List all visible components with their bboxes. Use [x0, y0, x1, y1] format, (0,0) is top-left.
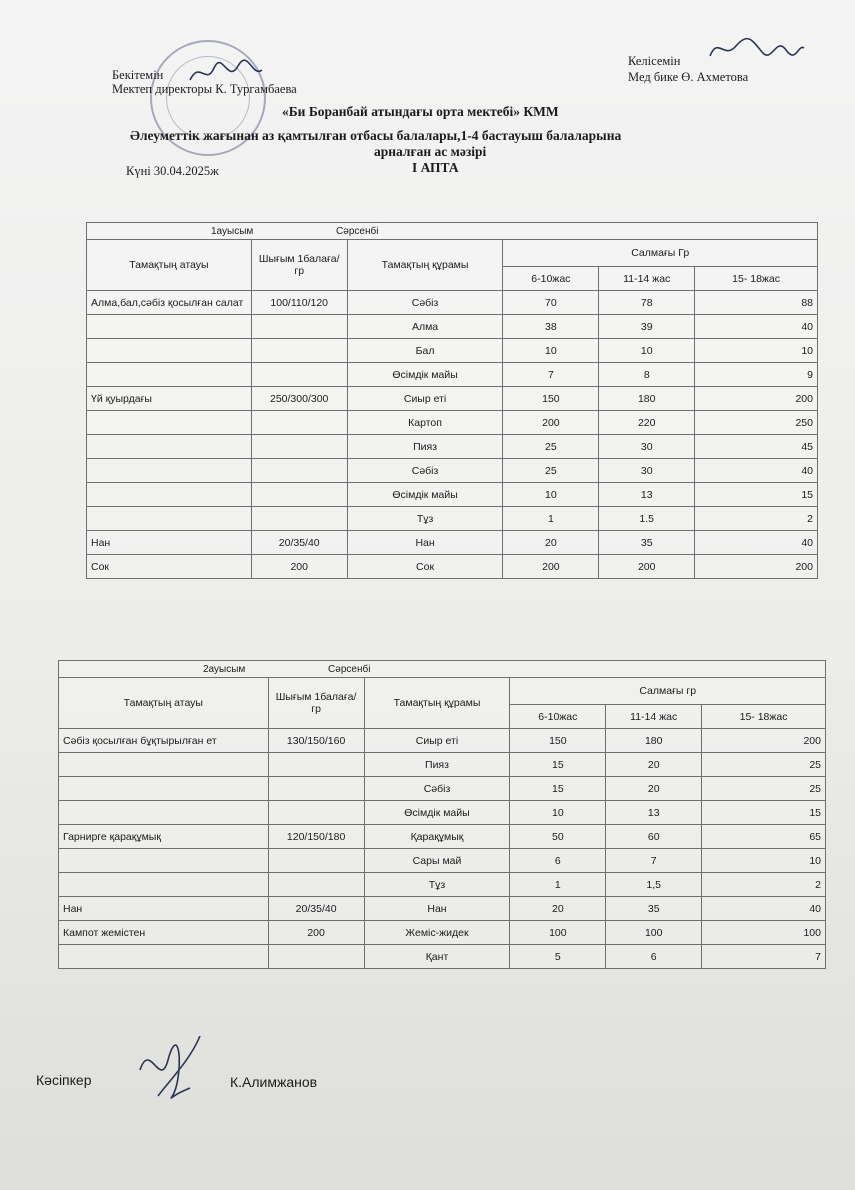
weight-age1-cell: 50	[510, 825, 606, 849]
output-cell	[251, 483, 347, 507]
dish-cell	[59, 753, 269, 777]
shift1-label: 1ауысым	[211, 225, 254, 237]
output-cell: 130/150/160	[268, 729, 364, 753]
table-row	[59, 897, 826, 921]
ingredient-cell: Қант	[364, 945, 510, 969]
weight-age2-cell: 200	[599, 555, 695, 579]
weight-age2-cell: 39	[599, 315, 695, 339]
footer-role: Кәсіпкер	[36, 1072, 92, 1088]
weight-age2-cell: 1,5	[606, 873, 702, 897]
weight-age1-cell: 10	[503, 483, 599, 507]
dish-cell	[87, 315, 252, 339]
weight-age2-cell: 60	[606, 825, 702, 849]
weight-age3-cell: 10	[702, 849, 826, 873]
weight-age3-cell: 25	[702, 777, 826, 801]
weight-age2-cell: 180	[606, 729, 702, 753]
output-cell	[268, 873, 364, 897]
weight-age1-cell: 15	[510, 777, 606, 801]
weight-age2-cell: 13	[606, 801, 702, 825]
shift2-day-row	[59, 661, 826, 678]
school-name: «Би Боранбай атындағы орта мектебі» КММ	[282, 104, 559, 119]
ingredient-cell: Өсімдік майы	[347, 363, 503, 387]
table-row	[87, 363, 818, 387]
weight-age2-cell: 20	[606, 777, 702, 801]
weight-age2-cell: 220	[599, 411, 695, 435]
output-cell: 200	[251, 555, 347, 579]
dish-cell	[59, 873, 269, 897]
ingredient-cell: Бал	[347, 339, 503, 363]
weight-age2-cell: 78	[599, 291, 695, 315]
weight-age2-cell: 100	[606, 921, 702, 945]
output-cell	[251, 363, 347, 387]
output-cell	[268, 945, 364, 969]
table-row	[87, 483, 818, 507]
dish-cell	[59, 945, 269, 969]
table-row	[59, 921, 826, 945]
ingredient-cell: Сәбіз	[347, 459, 503, 483]
dish-cell	[87, 483, 252, 507]
ingredient-cell: Пияз	[347, 435, 503, 459]
output-cell: 250/300/300	[251, 387, 347, 411]
col-output-header: Шығым 1балаға/гр	[251, 240, 347, 291]
menu-date: Күні 30.04.2025ж	[126, 164, 219, 178]
weight-age1-cell: 200	[503, 555, 599, 579]
director-signature	[186, 56, 266, 92]
weight-age1-cell: 7	[503, 363, 599, 387]
weight-age2-cell: 6	[606, 945, 702, 969]
dish-cell: Гарнирге қарақұмық	[59, 825, 269, 849]
output-cell: 20/35/40	[268, 897, 364, 921]
weight-age1-cell: 25	[503, 435, 599, 459]
weight-age2-cell: 1.5	[599, 507, 695, 531]
col-age2-header: 11-14 жас	[599, 267, 695, 291]
table-row	[87, 507, 818, 531]
table-row	[87, 555, 818, 579]
ingredient-cell: Қарақұмық	[364, 825, 510, 849]
menu-table-shift2	[58, 660, 826, 969]
table-row	[59, 753, 826, 777]
weight-age2-cell: 35	[606, 897, 702, 921]
weight-age1-cell: 5	[510, 945, 606, 969]
entrepreneur-signature	[130, 1030, 220, 1102]
weight-age3-cell: 40	[695, 315, 818, 339]
table-row	[59, 849, 826, 873]
weight-age1-cell: 70	[503, 291, 599, 315]
weight-age2-cell: 10	[599, 339, 695, 363]
weight-age1-cell: 100	[510, 921, 606, 945]
weight-age1-cell: 200	[503, 411, 599, 435]
weight-age3-cell: 40	[695, 459, 818, 483]
menu-title-line1: Әлеуметтік жағынан аз қамтылған отбасы балалары,1-4 бастауыш балаларына	[130, 128, 622, 143]
output-cell	[251, 435, 347, 459]
dish-cell	[59, 777, 269, 801]
table-row	[59, 825, 826, 849]
dish-cell: Нан	[87, 531, 252, 555]
dish-cell	[87, 363, 252, 387]
dish-cell	[87, 435, 252, 459]
col-weight-header: Салмағы гр	[510, 678, 826, 705]
col-dish-header: Тамақтың атауы	[59, 678, 269, 729]
weight-age1-cell: 150	[510, 729, 606, 753]
weight-age3-cell: 200	[702, 729, 826, 753]
ingredient-cell: Сары май	[364, 849, 510, 873]
ingredient-cell: Сиыр еті	[364, 729, 510, 753]
weight-age1-cell: 20	[503, 531, 599, 555]
col-age2-header: 11-14 жас	[606, 705, 702, 729]
ingredient-cell: Жеміс-жидек	[364, 921, 510, 945]
weight-age3-cell: 9	[695, 363, 818, 387]
ingredient-cell: Сиыр еті	[347, 387, 503, 411]
weight-age2-cell: 180	[599, 387, 695, 411]
table-row	[59, 873, 826, 897]
col-composition-header: Тамақтың құрамы	[347, 240, 503, 291]
dish-cell: Үй қуырдағы	[87, 387, 252, 411]
output-cell	[268, 753, 364, 777]
col-age1-header: 6-10жас	[510, 705, 606, 729]
output-cell	[251, 339, 347, 363]
table-row	[87, 531, 818, 555]
weight-age3-cell: 2	[695, 507, 818, 531]
col-weight-header: Салмағы Гр	[503, 240, 818, 267]
table-row	[87, 315, 818, 339]
weight-age3-cell: 200	[695, 387, 818, 411]
weight-age3-cell: 15	[702, 801, 826, 825]
nurse-line: Мед бике Ө. Ахметова	[628, 70, 749, 84]
output-cell	[268, 801, 364, 825]
director-line: Мектеп директоры К. Тургамбаева	[112, 82, 297, 96]
ingredient-cell: Нан	[347, 531, 503, 555]
col-age3-header: 15- 18жас	[702, 705, 826, 729]
shift2-label: 2ауысым	[203, 663, 246, 675]
ingredient-cell: Сәбіз	[347, 291, 503, 315]
output-cell	[251, 459, 347, 483]
dish-cell	[87, 339, 252, 363]
ingredient-cell: Нан	[364, 897, 510, 921]
week-label: I АПТА	[412, 160, 459, 175]
weight-age3-cell: 45	[695, 435, 818, 459]
ingredient-cell: Картоп	[347, 411, 503, 435]
ingredient-cell: Алма	[347, 315, 503, 339]
weight-age2-cell: 20	[606, 753, 702, 777]
weight-age3-cell: 88	[695, 291, 818, 315]
menu-title-line2: арналған ас мәзірі	[374, 144, 487, 159]
weight-age1-cell: 150	[503, 387, 599, 411]
weight-age3-cell: 7	[702, 945, 826, 969]
ingredient-cell: Тұз	[347, 507, 503, 531]
ingredient-cell: Сәбіз	[364, 777, 510, 801]
output-cell	[268, 777, 364, 801]
table-row	[87, 435, 818, 459]
weight-age1-cell: 1	[503, 507, 599, 531]
dish-cell	[59, 849, 269, 873]
weight-age3-cell: 15	[695, 483, 818, 507]
dish-cell: Сок	[87, 555, 252, 579]
table-row	[87, 459, 818, 483]
table-row	[59, 777, 826, 801]
table-row	[59, 945, 826, 969]
shift2-day: Сәрсенбі	[328, 663, 371, 675]
output-cell	[251, 411, 347, 435]
dish-cell	[87, 411, 252, 435]
approve-label: Бекітемін	[112, 68, 164, 82]
weight-age2-cell: 8	[599, 363, 695, 387]
ingredient-cell: Пияз	[364, 753, 510, 777]
weight-age1-cell: 38	[503, 315, 599, 339]
weight-age2-cell: 13	[599, 483, 695, 507]
weight-age3-cell: 250	[695, 411, 818, 435]
table-row	[87, 291, 818, 315]
weight-age2-cell: 30	[599, 435, 695, 459]
weight-age3-cell: 200	[695, 555, 818, 579]
weight-age1-cell: 25	[503, 459, 599, 483]
dish-cell: Кампот жемістен	[59, 921, 269, 945]
footer-name: К.Алимжанов	[230, 1074, 318, 1090]
col-composition-header: Тамақтың құрамы	[364, 678, 510, 729]
table-row	[87, 339, 818, 363]
weight-age2-cell: 35	[599, 531, 695, 555]
ingredient-cell: Өсімдік майы	[347, 483, 503, 507]
dish-cell	[87, 459, 252, 483]
weight-age3-cell: 40	[695, 531, 818, 555]
weight-age3-cell: 2	[702, 873, 826, 897]
agree-label: Келісемін	[628, 54, 681, 68]
col-dish-header: Тамақтың атауы	[87, 240, 252, 291]
dish-cell	[59, 801, 269, 825]
weight-age3-cell: 10	[695, 339, 818, 363]
weight-age1-cell: 15	[510, 753, 606, 777]
col-age1-header: 6-10жас	[503, 267, 599, 291]
weight-age1-cell: 10	[510, 801, 606, 825]
weight-age3-cell: 40	[702, 897, 826, 921]
weight-age2-cell: 7	[606, 849, 702, 873]
table-row	[87, 411, 818, 435]
weight-age3-cell: 25	[702, 753, 826, 777]
dish-cell: Нан	[59, 897, 269, 921]
nurse-signature	[706, 30, 806, 66]
output-cell	[268, 849, 364, 873]
dish-cell: Алма,бал,сәбіз қосылған салат	[87, 291, 252, 315]
weight-age2-cell: 30	[599, 459, 695, 483]
col-output-header: Шығым 1балаға/гр	[268, 678, 364, 729]
col-age3-header: 15- 18жас	[695, 267, 818, 291]
output-cell: 100/110/120	[251, 291, 347, 315]
ingredient-cell: Өсімдік майы	[364, 801, 510, 825]
shift1-day: Сәрсенбі	[336, 225, 379, 237]
ingredient-cell: Тұз	[364, 873, 510, 897]
weight-age1-cell: 6	[510, 849, 606, 873]
weight-age3-cell: 100	[702, 921, 826, 945]
ingredient-cell: Сок	[347, 555, 503, 579]
output-cell	[251, 507, 347, 531]
weight-age1-cell: 1	[510, 873, 606, 897]
menu-table-shift1	[86, 222, 818, 579]
output-cell: 120/150/180	[268, 825, 364, 849]
dish-cell: Сәбіз қосылған бұқтырылған ет	[59, 729, 269, 753]
dish-cell	[87, 507, 252, 531]
table-row	[59, 729, 826, 753]
weight-age3-cell: 65	[702, 825, 826, 849]
table-row	[59, 801, 826, 825]
weight-age1-cell: 10	[503, 339, 599, 363]
weight-age1-cell: 20	[510, 897, 606, 921]
table-row	[87, 387, 818, 411]
output-cell: 200	[268, 921, 364, 945]
output-cell	[251, 315, 347, 339]
output-cell: 20/35/40	[251, 531, 347, 555]
shift1-day-row	[87, 223, 818, 240]
